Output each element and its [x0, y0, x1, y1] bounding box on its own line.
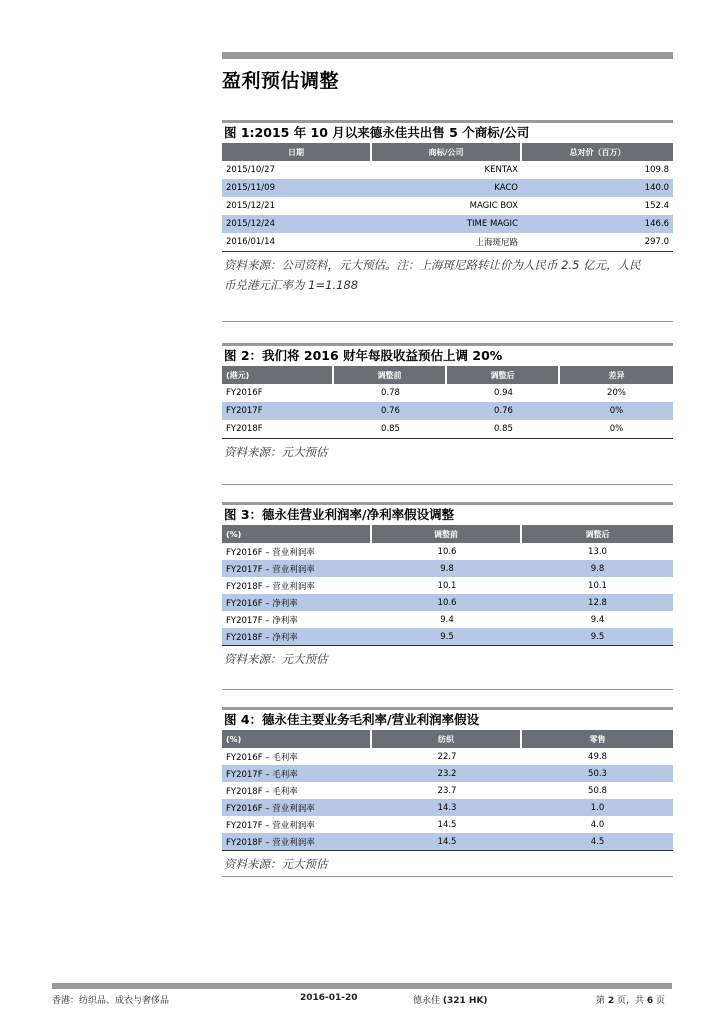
date-cell: 2016/01/14: [222, 233, 372, 251]
table-row: [222, 384, 673, 402]
value-cell: 152.4: [522, 197, 673, 215]
table-row: [222, 161, 673, 179]
table-row: [222, 782, 673, 799]
column-header: 调整前: [334, 366, 447, 384]
table-row: [222, 765, 673, 782]
value-cell: 14.3: [372, 799, 522, 816]
date-cell: 2015/10/27: [222, 161, 372, 179]
table-row: [222, 420, 673, 438]
footer-page-post: 页: [653, 996, 666, 1006]
bottom-rule: [52, 983, 672, 989]
figure-1: [222, 120, 673, 322]
value-cell: 9.5: [372, 628, 522, 645]
value-cell: 14.5: [372, 816, 522, 833]
value-cell: 109.8: [522, 161, 673, 179]
value-cell: 9.5: [522, 628, 673, 645]
footer-company-name: 德永佳: [413, 996, 443, 1006]
value-cell: 1.0: [522, 799, 673, 816]
column-header: 调整前: [372, 525, 522, 543]
column-header: 调整后: [447, 366, 560, 384]
figure-bottom-rule: [222, 484, 673, 485]
source-line: 币兑港元汇率为 1=1.188: [224, 278, 359, 292]
footer-page: [596, 993, 665, 1006]
section-title: 盈利预估调整: [222, 70, 340, 92]
footer-sector: 香港：纺织品、成衣与奢侈品: [52, 996, 170, 1006]
footer-date-text: 2016-01-20: [300, 993, 358, 1003]
footer-date: [300, 993, 358, 1003]
year-cell: FY2016F: [222, 384, 334, 402]
table-row: [222, 402, 673, 420]
table-row: [222, 611, 673, 628]
figure-bottom-rule: [222, 689, 673, 690]
metric-cell: FY2016F – 营业利润率: [222, 799, 372, 816]
figure-2-table: [222, 366, 673, 438]
value-cell: 0.85: [447, 420, 560, 438]
footer-company-code: (321 HK): [442, 996, 488, 1006]
table-row: [222, 816, 673, 833]
brand-cell: 上海斑尼路: [372, 233, 522, 251]
value-cell: 50.3: [522, 765, 673, 782]
value-cell: 0%: [560, 402, 673, 420]
value-cell: 49.8: [522, 748, 673, 765]
figure-3-table: [222, 525, 673, 645]
value-cell: 23.7: [372, 782, 522, 799]
year-cell: FY2018F: [222, 420, 334, 438]
table-row: [222, 577, 673, 594]
table-row: [222, 748, 673, 765]
metric-cell: FY2016F – 营业利润率: [222, 543, 372, 560]
figure-source: [222, 251, 673, 295]
value-cell: 10.1: [372, 577, 522, 594]
table-row: [222, 799, 673, 816]
value-cell: 146.6: [522, 215, 673, 233]
column-header: (港元): [222, 366, 334, 384]
brand-cell: KENTAX: [372, 161, 522, 179]
table-row: [222, 197, 673, 215]
footer-page-num: 2: [607, 996, 615, 1006]
value-cell: 10.6: [372, 594, 522, 611]
value-cell: 50.8: [522, 782, 673, 799]
value-cell: 0.76: [334, 402, 447, 420]
table-row: [222, 233, 673, 251]
value-cell: 0.94: [447, 384, 560, 402]
table-header-row: [222, 143, 673, 161]
value-cell: 0.76: [447, 402, 560, 420]
table-header-row: [222, 525, 673, 543]
table-row: [222, 628, 673, 645]
figure-3: [222, 502, 673, 690]
top-rule: [222, 52, 673, 59]
source-line: 资料来源：公司资料，元大预估。注：上海斑尼路转让价为人民币 2.5 亿元，人民: [224, 258, 641, 272]
value-cell: 22.7: [372, 748, 522, 765]
value-cell: 0.85: [334, 420, 447, 438]
table-header-row: [222, 730, 673, 748]
metric-cell: FY2018F – 毛利率: [222, 782, 372, 799]
column-header: 差异: [560, 366, 673, 384]
figure-bottom-rule: [222, 876, 673, 877]
metric-cell: FY2017F – 营业利润率: [222, 560, 372, 577]
figure-4-table: [222, 730, 673, 850]
column-header: (%): [222, 525, 372, 543]
brand-cell: MAGIC BOX: [372, 197, 522, 215]
column-header: 日期: [222, 143, 372, 161]
value-cell: 0%: [560, 420, 673, 438]
figure-title: 图 2：我们将 2016 财年每股收益预估上调 20%: [224, 348, 503, 363]
value-cell: 297.0: [522, 233, 673, 251]
metric-cell: FY2017F – 营业利润率: [222, 816, 372, 833]
figure-title: 图 3：德永佳营业利润率/净利率假设调整: [224, 507, 455, 522]
table-row: [222, 594, 673, 611]
table-header-row: [222, 366, 673, 384]
metric-cell: FY2017F – 毛利率: [222, 765, 372, 782]
date-cell: 2015/11/09: [222, 179, 372, 197]
figure-source: 资料来源：元大预估: [222, 438, 673, 462]
value-cell: 23.2: [372, 765, 522, 782]
table-row: [222, 215, 673, 233]
brand-cell: KACO: [372, 179, 522, 197]
value-cell: 20%: [560, 384, 673, 402]
value-cell: 9.4: [522, 611, 673, 628]
footer-page-total: 6: [646, 996, 654, 1006]
brand-cell: TIME MAGIC: [372, 215, 522, 233]
column-header: 调整后: [522, 525, 673, 543]
figure-source: 资料来源：元大预估: [222, 850, 673, 874]
value-cell: 12.8: [522, 594, 673, 611]
value-cell: 9.8: [372, 560, 522, 577]
figure-title: 图 1:2015 年 10 月以来德永佳共出售 5 个商标/公司: [224, 125, 530, 140]
value-cell: 9.4: [372, 611, 522, 628]
metric-cell: FY2018F – 营业利润率: [222, 833, 372, 850]
value-cell: 4.0: [522, 816, 673, 833]
table-row: [222, 560, 673, 577]
footer-company: [413, 993, 488, 1006]
metric-cell: FY2018F – 净利率: [222, 628, 372, 645]
date-cell: 2015/12/24: [222, 215, 372, 233]
column-header: 纺织: [372, 730, 522, 748]
metric-cell: FY2016F – 毛利率: [222, 748, 372, 765]
footer-page-mid: 页，共: [614, 996, 647, 1006]
column-header: 零售: [522, 730, 673, 748]
table-row: [222, 543, 673, 560]
date-cell: 2015/12/21: [222, 197, 372, 215]
metric-cell: FY2016F – 净利率: [222, 594, 372, 611]
value-cell: 9.8: [522, 560, 673, 577]
table-row: [222, 833, 673, 850]
figure-bottom-rule: [222, 321, 673, 322]
value-cell: 14.5: [372, 833, 522, 850]
figure-4: [222, 707, 673, 877]
value-cell: 0.78: [334, 384, 447, 402]
figure-1-table: [222, 143, 673, 251]
column-header: 商标/公司: [372, 143, 522, 161]
column-header: 总对价（百万）: [522, 143, 673, 161]
value-cell: 10.6: [372, 543, 522, 560]
metric-cell: FY2018F – 营业利润率: [222, 577, 372, 594]
figure-2: [222, 343, 673, 485]
column-header: (%): [222, 730, 372, 748]
figure-title: 图 4：德永佳主要业务毛利率/营业利润率假设: [224, 712, 480, 727]
value-cell: 10.1: [522, 577, 673, 594]
table-row: [222, 179, 673, 197]
footer-page-pre: 第: [596, 996, 608, 1006]
value-cell: 4.5: [522, 833, 673, 850]
year-cell: FY2017F: [222, 402, 334, 420]
figure-source: 资料来源：元大预估: [222, 645, 673, 669]
value-cell: 140.0: [522, 179, 673, 197]
metric-cell: FY2017F – 净利率: [222, 611, 372, 628]
value-cell: 13.0: [522, 543, 673, 560]
